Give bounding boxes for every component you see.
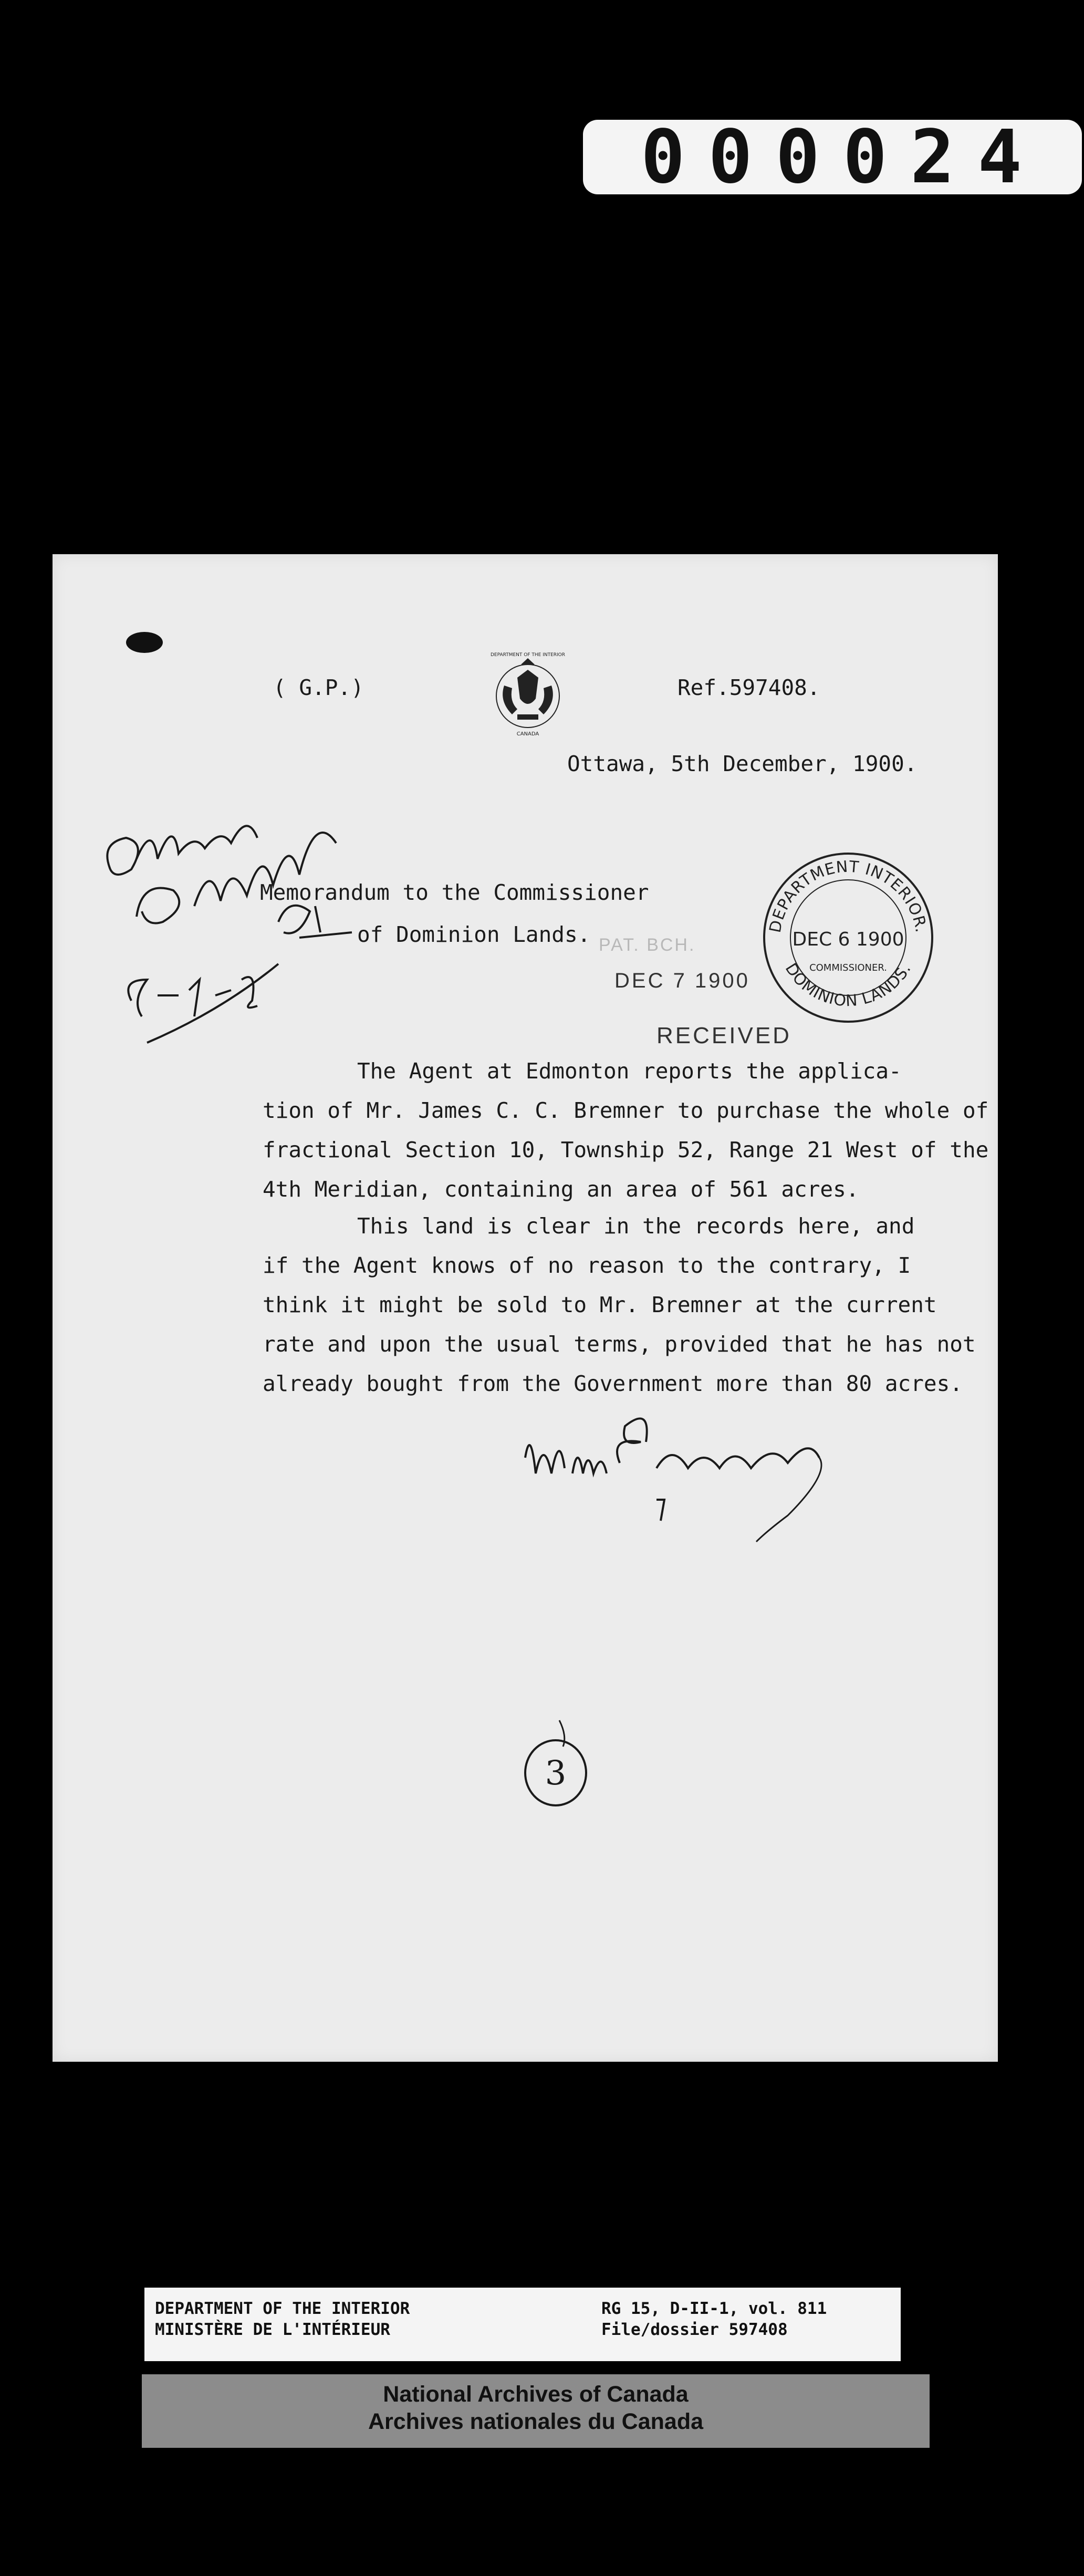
archive-label-bar: [144, 2288, 901, 2361]
signature: [515, 1395, 935, 1568]
gp-code: ( G.P.): [273, 675, 364, 700]
coat-of-arms-crest: [483, 649, 572, 738]
body-line-4: 4th Meridian, containing an area of 561 acres.: [263, 1177, 859, 1202]
body-line-5: This land is clear in the records here, and: [357, 1213, 915, 1239]
body-line-6: if the Agent knows of no reason to the contrary, I: [263, 1253, 911, 1278]
body-line-1: The Agent at Edmonton reports the applica-: [357, 1058, 902, 1084]
circled-number: [515, 1715, 599, 1820]
crest-bottom-text: CANADA: [516, 731, 539, 737]
department-interior-stamp: [751, 840, 945, 1035]
archives-banner: [142, 2374, 930, 2448]
margin-handwritten-note: [89, 780, 362, 1106]
reference-number: Ref.597408.: [678, 675, 820, 700]
record-group: RG 15, D-II-1, vol. 811: [601, 2299, 827, 2318]
body-line-2: tion of Mr. James C. C. Bremner to purchase the whole of: [263, 1098, 989, 1123]
file-number: File/dossier 597408: [601, 2320, 788, 2339]
body-line-9: already bought from the Government more than 80 acres.: [263, 1371, 963, 1396]
received-date: DEC 7 1900: [614, 969, 750, 992]
crest-top-text: DEPARTMENT OF THE INTERIOR: [490, 652, 566, 658]
addressee-line-1: Memorandum to the Commissioner: [260, 880, 649, 905]
dept-english: DEPARTMENT OF THE INTERIOR: [155, 2299, 410, 2318]
stamp-bottom-text: DOMINION LANDS.: [781, 960, 915, 1011]
body-line-3: fractional Section 10, Township 52, Range 21 West of the: [263, 1137, 989, 1162]
dateline: Ottawa, 5th December, 1900.: [567, 751, 918, 776]
punch-hole: [126, 632, 163, 653]
frame-number: 000024: [583, 120, 1082, 194]
archives-english: National Archives of Canada: [383, 2382, 689, 2407]
archives-french: Archives nationales du Canada: [368, 2409, 704, 2434]
body-line-8: rate and upon the usual terms, provided that he has not: [263, 1332, 976, 1357]
memo-sheet: [53, 554, 998, 2062]
stamp-middle-text: COMMISSIONER.: [809, 962, 887, 973]
stamp-date: DEC 6 1900: [792, 929, 904, 950]
svg-text:DEPARTMENT INTERIOR.: [766, 858, 931, 934]
faint-stamp-text: PAT. BCH.: [599, 935, 696, 955]
stamp-top-text: DEPARTMENT INTERIOR.: [766, 857, 931, 934]
received-word: RECEIVED: [656, 1023, 791, 1048]
body-line-7: think it might be sold to Mr. Bremner at the current: [263, 1292, 937, 1317]
dept-french: MINISTÈRE DE L'INTÉRIEUR: [155, 2320, 390, 2339]
addressee-line-2: of Dominion Lands.: [357, 922, 591, 947]
circled-number-digit: 3: [545, 1754, 567, 1793]
